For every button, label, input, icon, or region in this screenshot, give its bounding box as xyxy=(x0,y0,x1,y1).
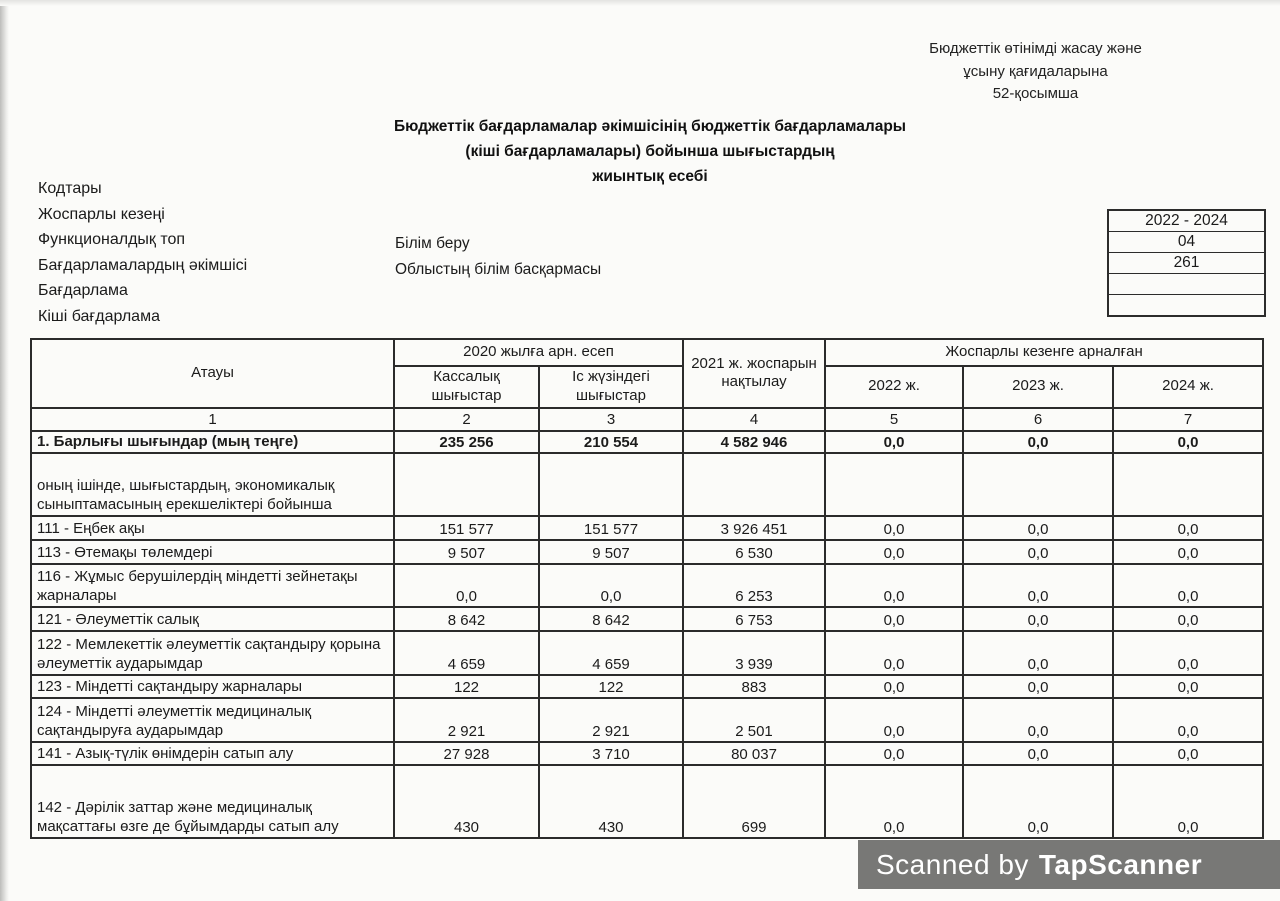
value-cell: 430 xyxy=(394,765,539,838)
value-cell: 430 xyxy=(539,765,683,838)
row-name: 122 - Мемлекеттік әлеуметтік сақтандыру қорына әлеуметтік аударымдар xyxy=(31,631,394,675)
table-row xyxy=(31,698,1263,742)
header-name: Атауы xyxy=(31,339,394,408)
row-name: 113 - Өтемақы төлемдері xyxy=(31,540,394,564)
value-cell: 3 926 451 xyxy=(683,516,825,540)
value-cell: 6 753 xyxy=(683,607,825,631)
row-name: 123 - Міндетті сақтандыру жарналары xyxy=(31,675,394,698)
appendix-note-line: Бюджеттік өтінімді жасау және xyxy=(929,40,1142,57)
codes-label: Жоспарлы кезеңі xyxy=(38,205,165,223)
appendix-note xyxy=(868,38,1203,106)
value-cell: 0,0 xyxy=(825,631,963,675)
value-cell: 6 253 xyxy=(683,564,825,607)
code-box-row: 2022 - 2024 xyxy=(1145,212,1228,229)
code-box xyxy=(1107,209,1266,317)
codes-labels xyxy=(38,176,368,329)
value-cell: 0,0 xyxy=(825,742,963,765)
value-cell: 0,0 xyxy=(963,631,1113,675)
value-cell: 2 921 xyxy=(394,698,539,742)
value-cell: 151 577 xyxy=(394,516,539,540)
codes-label: Бағдарлама xyxy=(38,282,128,299)
code-box-row: 04 xyxy=(1109,231,1264,252)
value-cell: 0,0 xyxy=(963,675,1113,698)
value-cell: 0,0 xyxy=(1113,675,1263,698)
value-cell: 0,0 xyxy=(1113,698,1263,742)
administrator-value: Облыстың білім басқармасы xyxy=(395,261,602,278)
codes-label: Функционалдық топ xyxy=(38,231,186,248)
table-row xyxy=(31,631,1263,675)
value-cell: 3 710 xyxy=(539,742,683,765)
row-name: 121 - Әлеуметтік салық xyxy=(31,607,394,631)
row-name: 1. Барлығы шығындар (мың теңге) xyxy=(31,431,394,454)
code-box-row xyxy=(1109,273,1264,294)
table-row xyxy=(31,540,1263,564)
header-2022: 2022 ж. xyxy=(825,366,963,408)
document-title-line: жиынтық есебі xyxy=(592,167,708,185)
value-cell xyxy=(683,453,825,516)
header-cash: Кассалық шығыстар xyxy=(394,366,539,408)
value-cell xyxy=(394,453,539,516)
col-number: 6 xyxy=(963,408,1113,431)
document-title-line: Бюджеттік бағдарламалар әкімшісінің бюджеттік бағдарламалары xyxy=(393,118,907,135)
code-box-row xyxy=(1109,294,1264,315)
value-cell: 0,0 xyxy=(963,765,1113,838)
value-cell: 0,0 xyxy=(1113,742,1263,765)
col-number: 3 xyxy=(539,408,683,431)
table-row xyxy=(31,564,1263,607)
value-cell: 0,0 xyxy=(1113,765,1263,838)
value-cell: 2 501 xyxy=(683,698,825,742)
value-cell: 4 659 xyxy=(539,631,683,675)
value-cell: 0,0 xyxy=(1113,631,1263,675)
value-cell xyxy=(539,453,683,516)
table-row xyxy=(31,516,1263,540)
document-title xyxy=(295,115,1005,189)
code-box-row: 261 xyxy=(1109,252,1264,273)
tapscanner-watermark xyxy=(858,840,1280,889)
value-cell: 9 507 xyxy=(394,540,539,564)
header-plan-2021: 2021 ж. жоспарын нақтылау xyxy=(683,339,825,408)
value-cell: 0,0 xyxy=(825,675,963,698)
value-cell: 4 582 946 xyxy=(683,431,825,454)
value-cell: 0,0 xyxy=(1113,431,1263,454)
value-cell: 0,0 xyxy=(1113,564,1263,607)
header-2024: 2024 ж. xyxy=(1113,366,1263,408)
value-cell: 0,0 xyxy=(963,607,1113,631)
value-cell: 0,0 xyxy=(825,607,963,631)
value-cell: 0,0 xyxy=(1113,607,1263,631)
watermark-brand: TapScanner xyxy=(1038,848,1203,880)
value-cell: 0,0 xyxy=(963,431,1113,454)
row-name: 124 - Міндетті әлеуметтік медициналық сақтандыруға аударымдар xyxy=(31,698,394,742)
table-row xyxy=(31,453,1263,516)
value-cell: 9 507 xyxy=(539,540,683,564)
value-cell: 27 928 xyxy=(394,742,539,765)
value-cell: 0,0 xyxy=(394,564,539,607)
col-number: 4 xyxy=(683,408,825,431)
value-cell xyxy=(825,453,963,516)
codes-label: Кодтары xyxy=(38,180,102,197)
value-cell: 0,0 xyxy=(963,742,1113,765)
value-cell xyxy=(963,453,1113,516)
value-cell: 235 256 xyxy=(394,431,539,454)
value-cell: 0,0 xyxy=(1113,540,1263,564)
row-name: 116 - Жұмыс берушілердің міндетті зейнетақы жарналары xyxy=(31,564,394,607)
value-cell: 8 642 xyxy=(539,607,683,631)
functional-group-value: Білім беру xyxy=(395,235,470,252)
value-cell: 80 037 xyxy=(683,742,825,765)
col-number: 1 xyxy=(31,408,394,431)
header-planned-period: Жоспарлы кезенге арналған xyxy=(825,339,1263,366)
scan-edge-shadow xyxy=(0,0,9,901)
value-cell: 699 xyxy=(683,765,825,838)
row-name: оның ішінде, шығыстардың, экономикалық сыныптамасының ерекшеліктері бойынша xyxy=(31,453,394,516)
value-cell: 2 921 xyxy=(539,698,683,742)
header-actual: Іс жүзіндегі шығыстар xyxy=(539,366,683,408)
table-row xyxy=(31,765,1263,838)
value-cell: 4 659 xyxy=(394,631,539,675)
value-cell: 6 530 xyxy=(683,540,825,564)
value-cell: 0,0 xyxy=(963,698,1113,742)
value-cell: 883 xyxy=(683,675,825,698)
col-number: 2 xyxy=(394,408,539,431)
appendix-note-line: 52-қосымша xyxy=(992,85,1079,102)
value-cell: 0,0 xyxy=(825,540,963,564)
value-cell: 151 577 xyxy=(539,516,683,540)
table-row xyxy=(31,431,1263,454)
value-cell: 122 xyxy=(539,675,683,698)
value-cell: 3 939 xyxy=(683,631,825,675)
value-cell: 0,0 xyxy=(1113,516,1263,540)
row-name: 141 - Азық-түлік өнімдерін сатып алу xyxy=(31,742,394,765)
codes-values xyxy=(395,231,725,283)
value-cell: 0,0 xyxy=(963,540,1113,564)
document-title-line: (кіші бағдарламалары) бойынша шығыстардың xyxy=(465,142,835,160)
scan-edge-shadow-top xyxy=(0,0,1280,6)
appendix-note-line: ұсыну қағидаларына xyxy=(963,62,1108,80)
value-cell: 0,0 xyxy=(825,698,963,742)
row-name: 142 - Дәрілік заттар және медициналық мақсаттағы өзге де бұйымдарды сатып алу xyxy=(31,765,394,838)
value-cell: 0,0 xyxy=(825,564,963,607)
value-cell xyxy=(1113,453,1263,516)
value-cell: 0,0 xyxy=(825,516,963,540)
header-report-2020: 2020 жылға арн. есеп xyxy=(394,339,683,366)
value-cell: 122 xyxy=(394,675,539,698)
codes-label: Бағдарламалардың әкімшісі xyxy=(38,256,248,274)
value-cell: 0,0 xyxy=(825,765,963,838)
table-row xyxy=(31,607,1263,631)
col-number: 7 xyxy=(1113,408,1263,431)
codes-label: Кіші бағдарлама xyxy=(38,307,160,325)
watermark-prefix: Scanned by xyxy=(876,848,1029,880)
value-cell: 0,0 xyxy=(825,431,963,454)
table-row xyxy=(31,742,1263,765)
value-cell: 0,0 xyxy=(963,516,1113,540)
value-cell: 8 642 xyxy=(394,607,539,631)
header-2023: 2023 ж. xyxy=(963,366,1113,408)
expenditure-table xyxy=(30,338,1264,839)
col-number: 5 xyxy=(825,408,963,431)
value-cell: 0,0 xyxy=(539,564,683,607)
table-row xyxy=(31,675,1263,698)
value-cell: 0,0 xyxy=(963,564,1113,607)
row-name: 111 - Еңбек ақы xyxy=(31,516,394,540)
value-cell: 210 554 xyxy=(539,431,683,454)
